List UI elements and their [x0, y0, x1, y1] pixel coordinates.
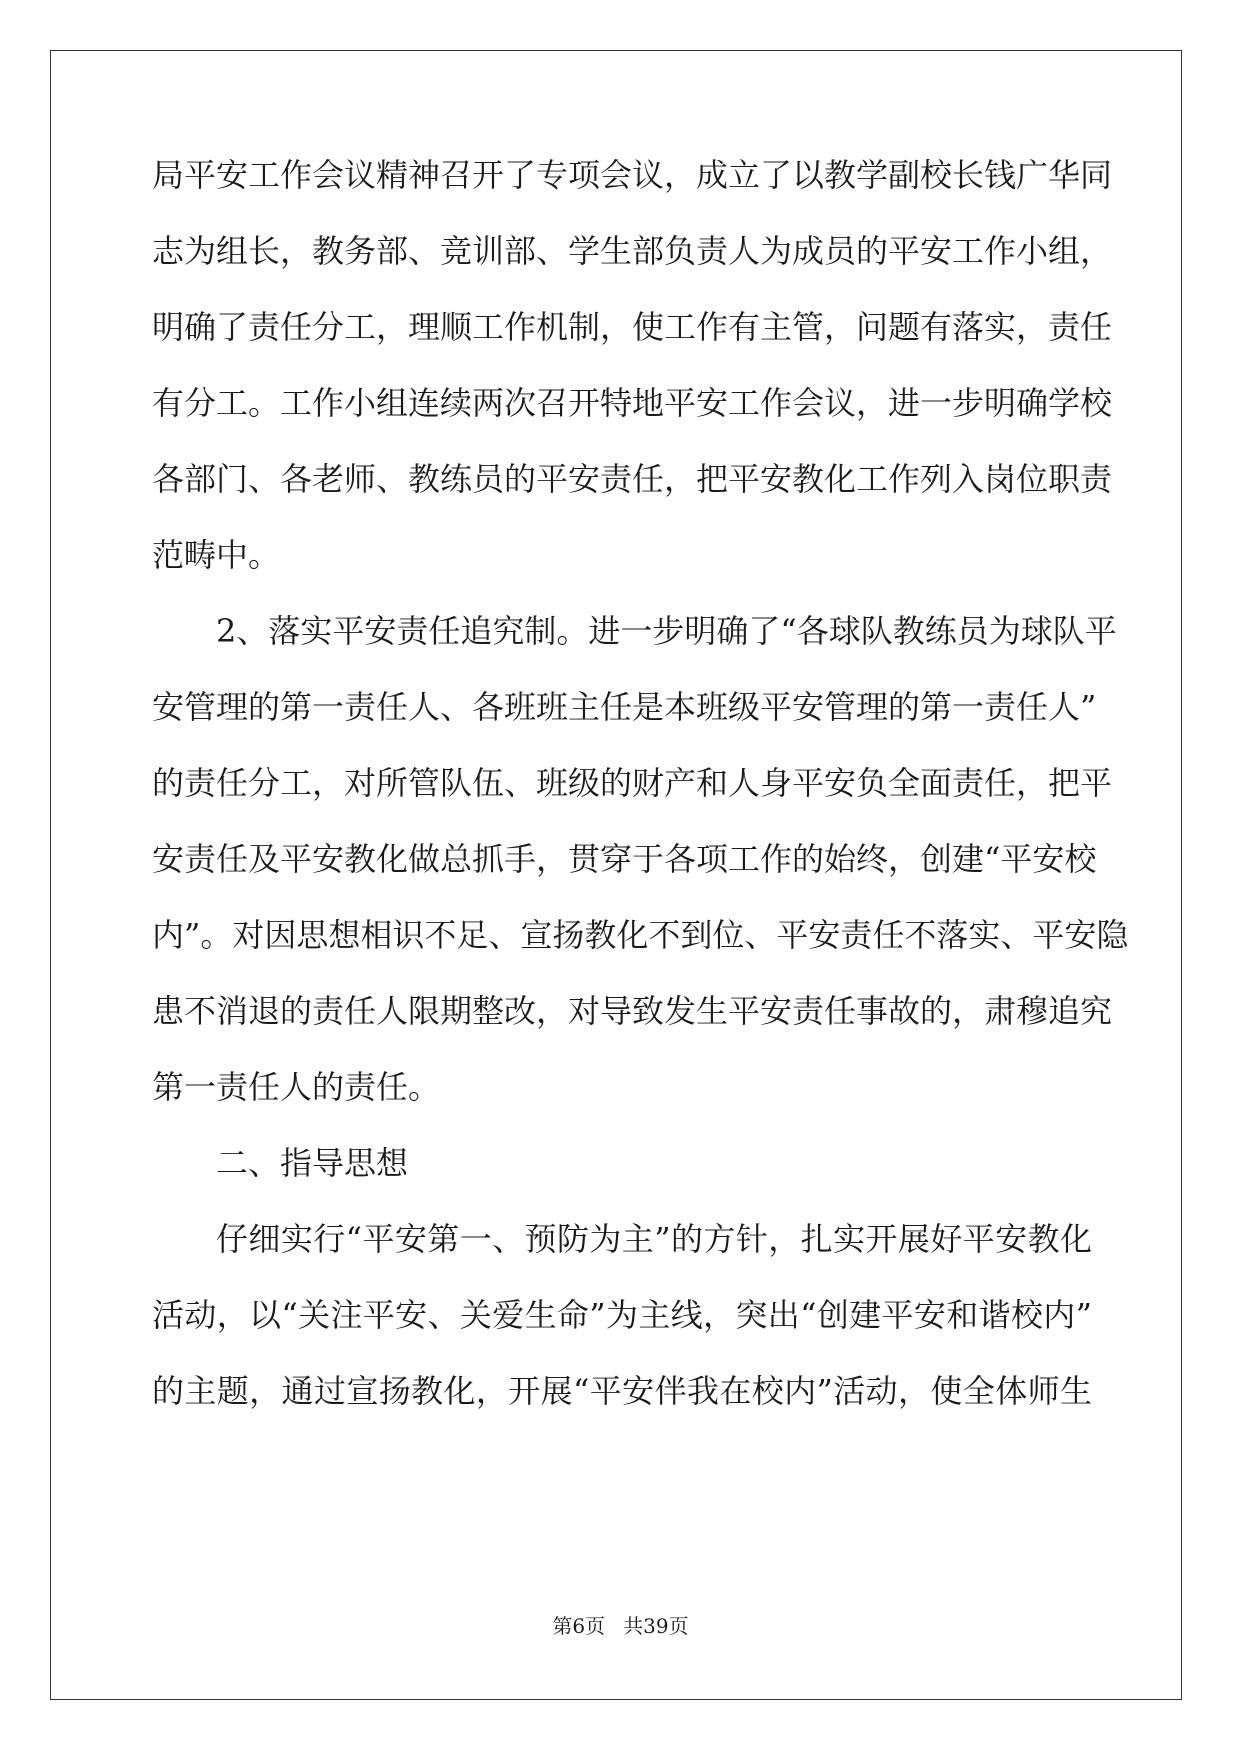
text-line: 有分工。工作小组连续两次召开特地平安工作会议，进一步明确学校: [152, 384, 1113, 422]
text-line: 明确了责任分工，理顺工作机制，使工作有主管，问题有落实，责任: [152, 308, 1113, 346]
text-line: 第一责任人的责任。: [152, 1068, 441, 1106]
page-footer: [0, 1610, 1241, 1639]
text-line: 仔细实行“平安第一、预防为主”的方针，扎实开展好平安教化: [216, 1220, 1092, 1258]
text-line: 的责任分工，对所管队伍、班级的财产和人身平安负全面责任，把平: [152, 764, 1113, 802]
text-line: 安管理的第一责任人、各班班主任是本班级平安管理的第一责任人”: [152, 688, 1097, 726]
text-line: 范畴中。: [152, 536, 281, 574]
page-number: 第6页: [552, 1614, 606, 1638]
section-heading: 二、指导思想: [216, 1144, 409, 1182]
text-line: 安责任及平安教化做总抓手，贯穿于各项工作的始终，创建“平安校: [152, 840, 1097, 878]
text-line: 患不消退的责任人限期整改，对导致发生平安责任事故的，肃穆追究: [152, 992, 1113, 1030]
text-line: 的主题，通过宣扬教化，开展“平安伴我在校内”活动，使全体师生: [152, 1372, 1092, 1410]
text-line: 志为组长，教务部、竞训部、学生部负责人为成员的平安工作小组，: [152, 232, 1113, 270]
text-line: 2、落实平安责任追究制。进一步明确了“各球队教练员为球队平: [216, 612, 1117, 650]
text-line: 活动，以“关注平安、关爱生命”为主线，突出“创建平安和谐校内”: [152, 1296, 1092, 1334]
text-line: 局平安工作会议精神召开了专项会议，成立了以教学副校长钱广华同: [152, 156, 1113, 194]
page-total: 共39页: [623, 1614, 689, 1638]
text-line: 内”。对因思想相识不足、宣扬教化不到位、平安责任不落实、平安隐: [152, 916, 1129, 954]
text-line: 各部门、各老师、教练员的平安责任，把平安教化工作列入岗位职责: [152, 460, 1113, 498]
